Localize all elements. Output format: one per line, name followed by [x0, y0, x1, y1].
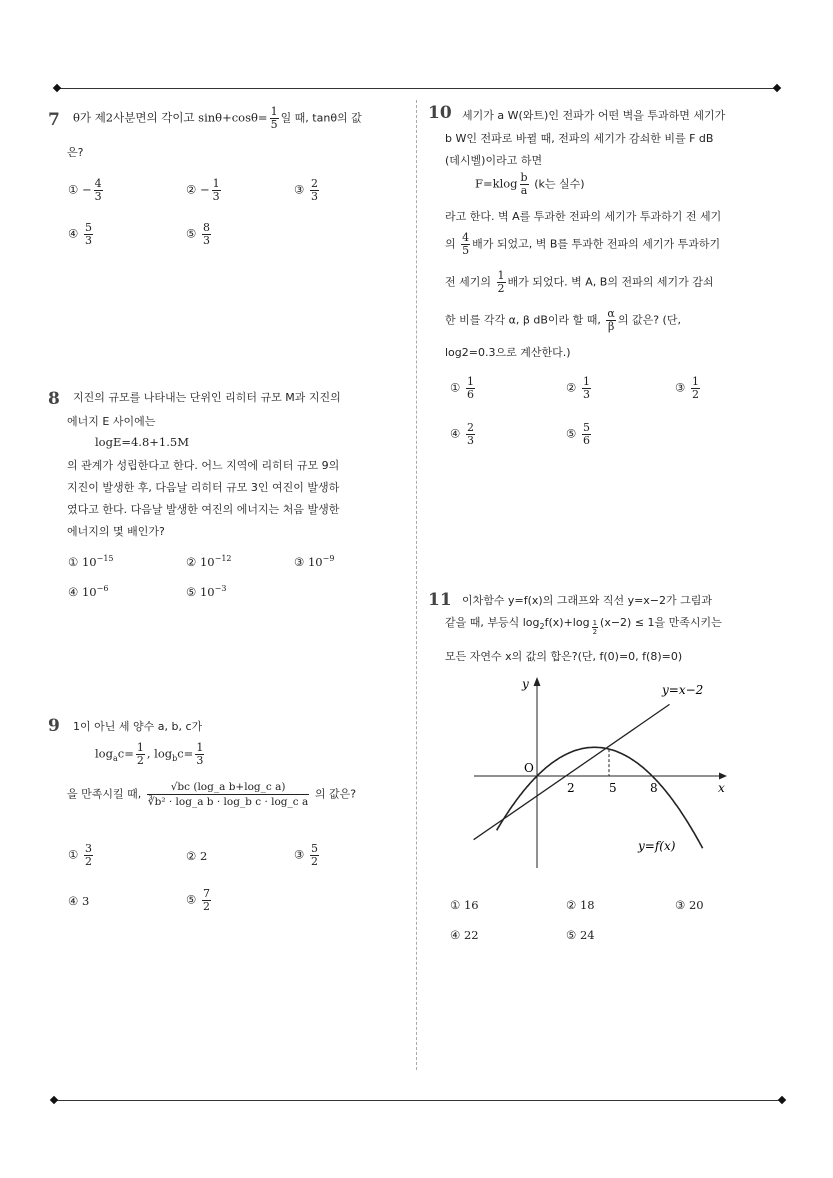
question-stem-line-7: 전 세기의 $\frac{1}{2}$ 배가 되었다. 벽 A, B의 전파의 세기가 감쇠: [445, 269, 714, 295]
y-axis-arrow-icon: [534, 677, 541, 686]
option-1[interactable]: ① $\frac{3}{2}$: [68, 842, 92, 868]
origin-label: O: [524, 761, 534, 775]
curve-label: y=f(x): [638, 839, 676, 853]
option-4[interactable]: ④ 22: [450, 928, 479, 942]
question-number: 11: [428, 590, 452, 610]
question-stem-line-1: 세기가 a W(와트)인 전파가 어떤 벽을 투과하면 세기가: [462, 109, 726, 122]
question-stem-line-7: 에너지의 몇 배인가?: [67, 525, 165, 538]
question-stem-line-1: 이차함수 y=f(x)의 그래프와 직선 y=x−2가 그림과: [462, 594, 713, 607]
question-stem-line-3: 모든 자연수 x의 값의 합은?(단, f(0)=0, f(8)=0): [445, 650, 683, 663]
line-y-equals-x-minus-2: [474, 704, 670, 839]
option-3[interactable]: ③ $\frac{1}{2}$: [675, 375, 699, 401]
question-stem-line-6: 의 $\frac{4}{5}$ 배가 되었고, 벽 B를 투과한 전파의 세기가 투과하기: [445, 231, 721, 257]
question-stem-line-1: θ가 제2사분면의 각이고 sinθ+cosθ= $\frac{1}{5}$ 일 때, tanθ의 값: [73, 105, 362, 131]
top-rule: [57, 88, 777, 89]
question-stem-line-5: 라고 한다. 벽 A를 투과한 전파의 세기가 투과하기 전 세기: [445, 210, 722, 223]
tick-label-5: 5: [609, 781, 617, 795]
question-stem-line-9: log2=0.3으로 계산한다.): [445, 346, 571, 359]
question-stem-line-8: 한 비를 각각 α, β dB이라 할 때, $\frac{\alpha}{\beta}$ 의 값은? (단,: [445, 307, 681, 333]
option-2[interactable]: ② $\frac{1}{3}$: [566, 375, 590, 401]
option-2[interactable]: ② 18: [566, 898, 595, 912]
question-number: 7: [48, 110, 60, 130]
function-graph: [430, 672, 730, 882]
question-number: 10: [428, 103, 452, 123]
option-4[interactable]: ④ $\frac{5}{3}$: [68, 221, 92, 247]
bottom-rule-left-marker: [50, 1096, 58, 1104]
option-1[interactable]: ① $\frac{1}{6}$: [450, 375, 474, 401]
option-4[interactable]: ④ $10^{-6}$: [68, 584, 109, 599]
condition: $\log_ac=$ $\frac{1}{2}$ , $\log_bc=$ $\frac{1}{3}$: [95, 741, 204, 767]
option-3[interactable]: ③ $\frac{5}{2}$: [294, 842, 318, 868]
option-5[interactable]: ⑤ $10^{-3}$: [186, 584, 227, 599]
option-5[interactable]: ⑤ $\frac{7}{2}$: [186, 887, 210, 913]
question-stem-line-1: 지진의 규모를 나타내는 단위인 리히터 규모 M과 지진의: [73, 391, 341, 404]
option-1[interactable]: ① $10^{-15}$: [68, 554, 114, 569]
question-stem-line-2: b W인 전파로 바뀔 때, 전파의 세기가 감쇠한 비를 F dB: [445, 132, 714, 145]
formula: F=klog $\frac{b}{a}$ (k는 실수): [475, 171, 585, 197]
option-4[interactable]: ④ 3: [68, 894, 90, 908]
option-1[interactable]: ① 16: [450, 898, 479, 912]
option-2[interactable]: ② $10^{-12}$: [186, 554, 232, 569]
top-rule-right-marker: [773, 84, 781, 92]
question-number: 8: [48, 389, 60, 409]
option-3[interactable]: ③ 20: [675, 898, 704, 912]
tick-label-2: 2: [567, 781, 575, 795]
question-stem-line-2: 은?: [67, 146, 84, 159]
y-axis-label: y: [522, 677, 529, 691]
question-stem-line-2: 에너지 E 사이에는: [67, 415, 156, 428]
question-stem-line-5: 지진이 발생한 후, 다음날 리히터 규모 3인 여진이 발생하: [67, 481, 340, 494]
question-number: 9: [48, 716, 60, 736]
x-axis-arrow-icon: [719, 773, 727, 780]
option-3[interactable]: ③ $10^{-9}$: [294, 554, 335, 569]
bottom-rule-right-marker: [778, 1096, 786, 1104]
bottom-rule: [54, 1100, 782, 1101]
question-stem-line-1: 1이 아닌 세 양수 a, b, c가: [73, 720, 203, 733]
tick-label-8: 8: [650, 781, 658, 795]
formula: logE=4.8+1.5M: [95, 435, 189, 449]
option-2[interactable]: ② 2: [186, 849, 208, 863]
question-stem-line-2: 같을 때, 부등식 $\log_2f(x)+\log$ $_{\frac{1}{2}}$ (x−2) ≤ 1을 만족시키는: [445, 616, 722, 636]
question-stem-line-4: 의 관계가 성립한다고 한다. 어느 지역에 리히터 규모 9의: [67, 459, 340, 472]
top-rule-left-marker: [53, 84, 61, 92]
option-4[interactable]: ④ $\frac{2}{3}$: [450, 421, 474, 447]
option-1[interactable]: ① − $\frac{4}{3}$: [68, 177, 102, 203]
column-divider: [416, 100, 417, 1070]
question-stem-line-3: 을 만족시킬 때, $\frac{\text{√bc (log\_a b+log\_c a)}}{\text{∛b² · log\_a b · log\_b c · log\_c a}}$ 의 값은?: [67, 781, 357, 808]
option-5[interactable]: ⑤ $\frac{8}{3}$: [186, 221, 210, 247]
question-stem-line-3: (데시벨)이라고 하면: [445, 154, 543, 167]
option-2[interactable]: ② − $\frac{1}{3}$: [186, 177, 220, 203]
line-label: y=x−2: [662, 683, 704, 697]
question-stem-line-6: 였다고 한다. 다음날 발생한 여진의 에너지는 처음 발생한: [67, 503, 340, 516]
x-axis-label: x: [718, 781, 725, 795]
option-5[interactable]: ⑤ 24: [566, 928, 595, 942]
option-3[interactable]: ③ $\frac{2}{3}$: [294, 177, 318, 203]
option-5[interactable]: ⑤ $\frac{5}{6}$: [566, 421, 590, 447]
